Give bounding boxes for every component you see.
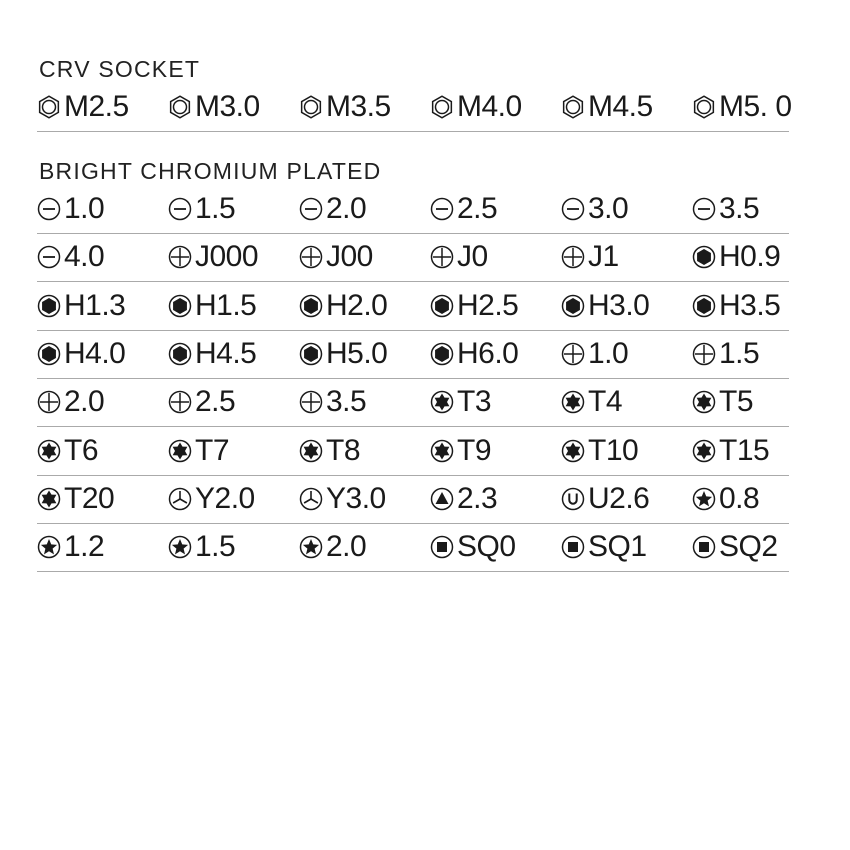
bit-label: 3.5: [326, 385, 367, 419]
bit-label: 3.5: [719, 192, 760, 225]
bit-label: H3.0: [588, 288, 650, 322]
bit-label: J0: [457, 240, 488, 274]
pentalobe-icon: [168, 535, 195, 559]
hex-icon: [430, 294, 457, 318]
bit-item: [168, 476, 255, 522]
bit-label: M3.5: [326, 90, 391, 123]
bit-item: [430, 476, 497, 522]
square-icon: [561, 535, 588, 559]
u-shape-icon: [561, 487, 588, 511]
bit-item: [561, 283, 649, 329]
torx-icon: [430, 390, 457, 414]
bit-item: [168, 186, 235, 232]
phillips-icon: [692, 342, 719, 366]
bit-item: [430, 331, 518, 377]
bit-item: [37, 476, 114, 522]
bit-item: [561, 186, 628, 232]
bit-item: [299, 283, 387, 329]
bit-label: T15: [719, 433, 770, 467]
bit-label: H5.0: [326, 336, 388, 370]
bit-label: 0.8: [719, 481, 760, 515]
bit-label: H1.5: [195, 288, 257, 322]
slotted-icon: [37, 197, 64, 221]
bit-item: [168, 524, 235, 570]
hex-icon: [168, 294, 195, 318]
bit-label: T7: [195, 433, 230, 467]
bit-row: [37, 476, 789, 524]
bit-label: H6.0: [457, 336, 519, 370]
bit-label: T20: [64, 481, 115, 515]
bit-label: SQ2: [719, 530, 778, 564]
bit-item: [299, 524, 366, 570]
phillips-icon: [299, 390, 326, 414]
bit-row: [37, 84, 792, 132]
tri-wing-icon: [299, 487, 326, 511]
bit-item: [430, 524, 516, 570]
section-title-bright-chromium-plated: BRIGHT CHROMIUM PLATED: [39, 158, 382, 184]
hex-socket-icon: [430, 95, 457, 119]
bit-label: M3.0: [195, 90, 260, 123]
bit-item: [37, 234, 104, 280]
bit-label: 1.0: [64, 192, 105, 225]
bit-item: [299, 186, 366, 232]
hex-icon: [692, 245, 719, 269]
slotted-icon: [430, 197, 457, 221]
torx-icon: [299, 439, 326, 463]
bit-label: H2.5: [457, 288, 519, 322]
bit-item: [37, 379, 104, 425]
slotted-icon: [561, 197, 588, 221]
bit-label: 1.0: [588, 336, 629, 370]
bit-label: T4: [588, 385, 623, 419]
tri-wing-icon: [168, 487, 195, 511]
bit-label: 2.5: [457, 192, 498, 225]
section-title-crv-socket: CRV SOCKET: [39, 56, 201, 82]
bit-item: [37, 186, 104, 232]
phillips-icon: [168, 390, 195, 414]
bit-label: T8: [326, 433, 361, 467]
torx-icon: [561, 390, 588, 414]
pentalobe-icon: [37, 535, 64, 559]
bit-label: H4.5: [195, 336, 257, 370]
bit-item: [561, 524, 647, 570]
bit-label: Y2.0: [195, 481, 255, 515]
bit-item: [561, 428, 638, 474]
bit-item: [299, 84, 391, 130]
bit-label: 2.3: [457, 481, 498, 515]
bit-label: H0.9: [719, 240, 781, 274]
torx-icon: [37, 439, 64, 463]
phillips-icon: [168, 245, 195, 269]
bit-item: [299, 379, 366, 425]
bit-label: M2.5: [64, 90, 129, 123]
slotted-icon: [692, 197, 719, 221]
phillips-icon: [37, 390, 64, 414]
phillips-icon: [299, 245, 326, 269]
bit-item: [561, 331, 628, 377]
hex-socket-icon: [299, 95, 326, 119]
bit-item: [561, 234, 619, 280]
bit-row: [37, 283, 789, 331]
bit-label: T3: [457, 385, 492, 419]
bit-label: 1.5: [719, 336, 760, 370]
bit-item: [561, 379, 622, 425]
bit-item: [37, 331, 125, 377]
bit-item: [168, 283, 256, 329]
bit-item: [692, 283, 780, 329]
hex-icon: [299, 294, 326, 318]
slotted-icon: [299, 197, 326, 221]
hex-icon: [430, 342, 457, 366]
bit-item: [430, 283, 518, 329]
bit-item: [561, 476, 649, 522]
torx-icon: [561, 439, 588, 463]
bit-item: [692, 476, 759, 522]
bit-item: [168, 84, 260, 130]
bit-item: [37, 524, 104, 570]
square-icon: [692, 535, 719, 559]
bit-row: [37, 234, 789, 282]
bit-label: H3.5: [719, 288, 781, 322]
slotted-icon: [168, 197, 195, 221]
bit-item: [37, 84, 129, 130]
bit-label: U2.6: [588, 481, 650, 515]
square-icon: [430, 535, 457, 559]
bit-label: 1.5: [195, 192, 236, 225]
bit-label: J1: [588, 240, 619, 274]
bit-label: Y3.0: [326, 481, 386, 515]
bit-label: 1.5: [195, 530, 236, 564]
bit-row: [37, 186, 789, 234]
bit-item: [692, 234, 780, 280]
bit-label: M5. 0: [719, 90, 792, 123]
hex-icon: [299, 342, 326, 366]
bit-row: [37, 379, 789, 427]
bit-label: J000: [195, 240, 259, 274]
bit-label: M4.0: [457, 90, 522, 123]
torx-icon: [37, 487, 64, 511]
bit-item: [692, 331, 759, 377]
bit-label: 4.0: [64, 240, 105, 274]
bit-label: 2.0: [64, 385, 105, 419]
bit-label: 1.2: [64, 530, 105, 564]
torx-icon: [692, 390, 719, 414]
phillips-icon: [561, 342, 588, 366]
bit-label: SQ1: [588, 530, 647, 564]
phillips-icon: [561, 245, 588, 269]
bit-item: [168, 331, 256, 377]
bit-label: 3.0: [588, 192, 629, 225]
phillips-icon: [430, 245, 457, 269]
bit-item: [168, 428, 229, 474]
bit-label: H1.3: [64, 288, 126, 322]
bit-row: [37, 331, 789, 379]
bit-item: [430, 84, 522, 130]
bit-item: [692, 84, 792, 130]
hex-icon: [692, 294, 719, 318]
bit-label: 2.5: [195, 385, 236, 419]
bit-label: H4.0: [64, 336, 126, 370]
hex-socket-icon: [37, 95, 64, 119]
bit-item: [37, 428, 98, 474]
bit-item: [692, 524, 778, 570]
bit-label: 2.0: [326, 192, 367, 225]
bit-item: [430, 234, 488, 280]
triangle-icon: [430, 487, 457, 511]
bit-item: [37, 283, 125, 329]
bit-label: 2.0: [326, 530, 367, 564]
bit-item: [430, 186, 497, 232]
bit-label: T9: [457, 433, 492, 467]
hex-socket-icon: [561, 95, 588, 119]
bit-item: [168, 379, 235, 425]
bit-item: [561, 84, 653, 130]
bit-item: [430, 379, 491, 425]
bit-label: H2.0: [326, 288, 388, 322]
bit-label: J00: [326, 240, 373, 274]
bit-label: T10: [588, 433, 639, 467]
bit-row: [37, 524, 789, 572]
bit-row: [37, 428, 789, 476]
hex-icon: [37, 342, 64, 366]
pentalobe-icon: [692, 487, 719, 511]
bit-item: [299, 428, 360, 474]
bit-item: [168, 234, 258, 280]
bit-item: [692, 428, 769, 474]
pentalobe-icon: [299, 535, 326, 559]
bit-label: SQ0: [457, 530, 516, 564]
bit-label: M4.5: [588, 90, 653, 123]
hex-icon: [168, 342, 195, 366]
bit-item: [299, 234, 373, 280]
hex-icon: [561, 294, 588, 318]
bit-item: [692, 379, 753, 425]
bit-label: T6: [64, 433, 99, 467]
bit-item: [430, 428, 491, 474]
hex-socket-icon: [692, 95, 719, 119]
bit-item: [299, 331, 387, 377]
hex-icon: [37, 294, 64, 318]
slotted-icon: [37, 245, 64, 269]
torx-icon: [430, 439, 457, 463]
torx-icon: [692, 439, 719, 463]
bit-label: T5: [719, 385, 754, 419]
hex-socket-icon: [168, 95, 195, 119]
torx-icon: [168, 439, 195, 463]
bit-item: [692, 186, 759, 232]
bit-item: [299, 476, 386, 522]
